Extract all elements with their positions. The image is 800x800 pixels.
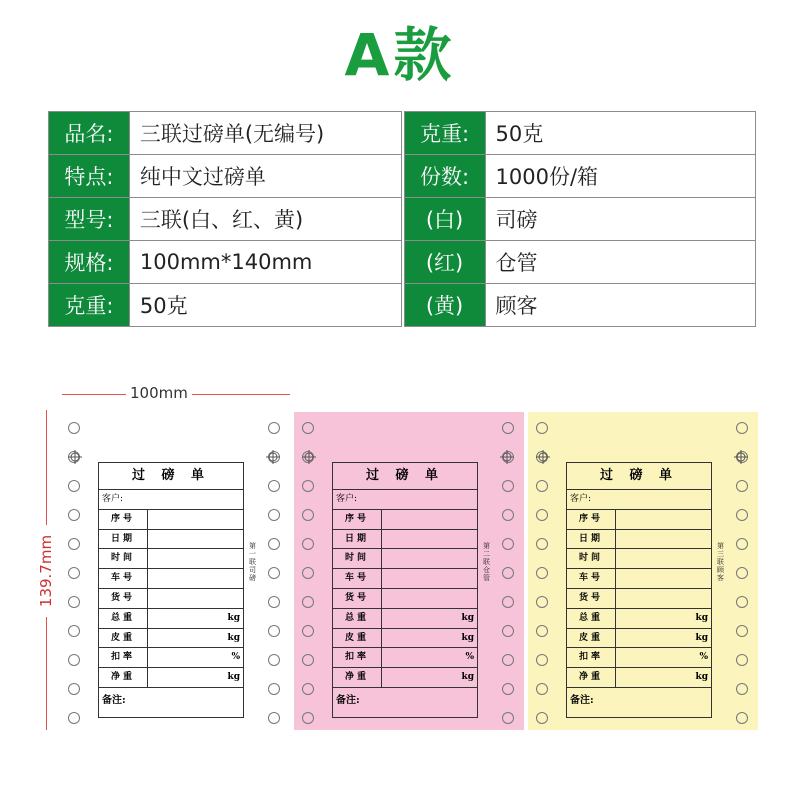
form-row-unit: % [699, 652, 708, 663]
tractor-hole [736, 480, 748, 492]
form-remarks: 备注: [336, 694, 360, 706]
spec-value: 顾客 [485, 284, 756, 327]
form-row-label: 车号 [99, 569, 148, 588]
tractor-hole [268, 712, 280, 724]
tractor-hole [268, 538, 280, 550]
form-row-label: 日期 [567, 530, 616, 549]
form-row-label: 时间 [333, 549, 382, 568]
spec-label: 克重: [49, 284, 130, 327]
form-row [567, 569, 711, 589]
form-row-label: 序号 [333, 510, 382, 529]
tractor-hole [502, 712, 514, 724]
tractor-hole [736, 509, 748, 521]
tractor-hole [536, 683, 548, 695]
spec-label: 份数: [404, 155, 485, 198]
weigh-form [98, 462, 244, 718]
form-customer: 客户: [99, 490, 243, 510]
registration-mark-icon [734, 450, 748, 464]
weigh-form [566, 462, 712, 718]
spec-label: (白) [404, 198, 485, 241]
tractor-hole [502, 567, 514, 579]
tractor-hole [736, 654, 748, 666]
spec-label: 规格: [49, 241, 130, 284]
spec-value: 司磅 [485, 198, 756, 241]
form-customer: 客户: [567, 490, 711, 510]
tractor-hole [536, 625, 548, 637]
tractor-hole [736, 596, 748, 608]
form-row-unit: kg [461, 672, 474, 683]
form-row-label: 时间 [99, 549, 148, 568]
form-row [333, 668, 477, 688]
tractor-hole [302, 509, 314, 521]
form-row [333, 510, 477, 530]
tractor-hole [268, 596, 280, 608]
spec-row [49, 155, 756, 198]
form-row [99, 668, 243, 688]
tractor-hole [736, 422, 748, 434]
tractor-hole [736, 683, 748, 695]
form-row-unit: kg [695, 632, 708, 643]
tractor-hole [302, 654, 314, 666]
tractor-hole [268, 422, 280, 434]
form-row [567, 629, 711, 649]
spec-value: 50克 [129, 284, 401, 327]
form-row [567, 648, 711, 668]
tractor-hole [268, 654, 280, 666]
registration-mark-icon [302, 450, 316, 464]
tractor-hole [502, 683, 514, 695]
form-row [99, 510, 243, 530]
tractor-hole [536, 596, 548, 608]
tractor-hole [268, 683, 280, 695]
form-row [99, 569, 243, 589]
registration-mark-icon [536, 450, 550, 464]
form-row-label: 皮重 [333, 629, 382, 648]
spec-label: 特点: [49, 155, 130, 198]
form-row [99, 530, 243, 550]
tractor-hole [736, 625, 748, 637]
tractor-hole [502, 654, 514, 666]
form-row-label: 时间 [567, 549, 616, 568]
form-row-unit: kg [695, 672, 708, 683]
form-sheet [294, 412, 524, 730]
form-row-label: 净重 [333, 668, 382, 687]
tractor-hole [68, 654, 80, 666]
tractor-hole [536, 422, 548, 434]
form-remarks: 备注: [102, 694, 126, 706]
spec-value: 三联(白、红、黄) [129, 198, 401, 241]
form-row-label: 日期 [333, 530, 382, 549]
tractor-hole [68, 538, 80, 550]
tractor-hole [302, 596, 314, 608]
width-dimension-label: 100mm [126, 384, 192, 402]
form-row [99, 629, 243, 649]
form-row-label: 扣率 [333, 648, 382, 667]
form-row-label: 货号 [567, 589, 616, 608]
form-row-label: 皮重 [567, 629, 616, 648]
tractor-hole [536, 509, 548, 521]
tractor-hole [536, 480, 548, 492]
tractor-hole [268, 567, 280, 579]
tractor-hole [536, 567, 548, 579]
tractor-hole [68, 422, 80, 434]
tractor-hole [68, 625, 80, 637]
tractor-hole [302, 567, 314, 579]
tractor-hole [502, 625, 514, 637]
tractor-hole [268, 480, 280, 492]
spec-value: 纯中文过磅单 [129, 155, 401, 198]
spec-value: 50克 [485, 112, 756, 155]
copy-label: 第三联 顾客 [717, 542, 724, 582]
tractor-hole [68, 567, 80, 579]
form-row [567, 668, 711, 688]
tractor-hole [502, 509, 514, 521]
spec-row [49, 241, 756, 284]
weigh-form [332, 462, 478, 718]
form-row-label: 净重 [99, 668, 148, 687]
registration-mark-icon [68, 450, 82, 464]
tractor-hole [302, 683, 314, 695]
form-row-unit: kg [461, 612, 474, 623]
form-row-label: 皮重 [99, 629, 148, 648]
tractor-hole [536, 538, 548, 550]
spec-value: 100mm*140mm [129, 241, 401, 284]
form-title: 过 磅 单 [99, 463, 243, 490]
width-dimension [62, 386, 290, 402]
form-row [333, 589, 477, 609]
tractor-hole [68, 683, 80, 695]
spec-table [48, 111, 756, 327]
form-row [333, 629, 477, 649]
copy-label: 第二联 仓管 [483, 542, 490, 582]
tractor-hole [736, 538, 748, 550]
tractor-hole [302, 538, 314, 550]
spec-row [49, 198, 756, 241]
spec-label: 克重: [404, 112, 485, 155]
tractor-hole [68, 712, 80, 724]
spec-label: 品名: [49, 112, 130, 155]
tractor-hole [536, 712, 548, 724]
form-row-unit: % [231, 652, 240, 663]
tractor-hole [302, 625, 314, 637]
tractor-hole [502, 538, 514, 550]
form-sheet [60, 412, 290, 730]
form-row-label: 车号 [333, 569, 382, 588]
tractor-hole [68, 596, 80, 608]
form-row [333, 549, 477, 569]
page-title: A款 [344, 21, 456, 89]
tractor-hole [268, 625, 280, 637]
form-row-unit: kg [695, 612, 708, 623]
form-row-label: 总重 [99, 609, 148, 628]
form-row-label: 扣率 [99, 648, 148, 667]
tractor-hole [502, 480, 514, 492]
form-row-label: 日期 [99, 530, 148, 549]
tractor-hole [502, 596, 514, 608]
form-title: 过 磅 单 [333, 463, 477, 490]
form-row [567, 510, 711, 530]
form-row [333, 569, 477, 589]
height-dimension [38, 410, 54, 730]
spec-row [49, 284, 756, 327]
form-row-label: 货号 [333, 589, 382, 608]
form-row [567, 549, 711, 569]
form-row-unit: kg [227, 612, 240, 623]
registration-mark-icon [266, 450, 280, 464]
form-row [99, 589, 243, 609]
form-row [333, 609, 477, 629]
form-row [333, 530, 477, 550]
spec-value: 三联过磅单(无编号) [129, 112, 401, 155]
tractor-hole [302, 422, 314, 434]
tractor-hole [536, 654, 548, 666]
tractor-hole [736, 567, 748, 579]
registration-mark-icon [500, 450, 514, 464]
tractor-hole [736, 712, 748, 724]
form-row [99, 648, 243, 668]
form-row [567, 589, 711, 609]
form-row-unit: kg [461, 632, 474, 643]
spec-value: 1000份/箱 [485, 155, 756, 198]
spec-value: 仓管 [485, 241, 756, 284]
copy-label: 第一联 司磅 [249, 542, 256, 582]
form-remarks: 备注: [570, 694, 594, 706]
tractor-hole [302, 480, 314, 492]
height-dimension-label: 139.7mm [37, 525, 55, 617]
form-sheet [528, 412, 758, 730]
form-customer: 客户: [333, 490, 477, 510]
form-row-label: 总重 [333, 609, 382, 628]
tractor-hole [302, 712, 314, 724]
form-row-unit: % [465, 652, 474, 663]
spec-label: (黄) [404, 284, 485, 327]
form-row-label: 总重 [567, 609, 616, 628]
spec-row [49, 112, 756, 155]
form-row [567, 609, 711, 629]
form-row [99, 609, 243, 629]
form-row-label: 序号 [567, 510, 616, 529]
tractor-hole [502, 422, 514, 434]
form-row-unit: kg [227, 632, 240, 643]
tractor-hole [68, 480, 80, 492]
form-row-label: 序号 [99, 510, 148, 529]
form-row-label: 货号 [99, 589, 148, 608]
tractor-hole [68, 509, 80, 521]
spec-label: (红) [404, 241, 485, 284]
spec-label: 型号: [49, 198, 130, 241]
form-row [333, 648, 477, 668]
form-row [99, 549, 243, 569]
form-title: 过 磅 单 [567, 463, 711, 490]
form-row-label: 扣率 [567, 648, 616, 667]
form-row-label: 净重 [567, 668, 616, 687]
form-row-label: 车号 [567, 569, 616, 588]
form-row-unit: kg [227, 672, 240, 683]
tractor-hole [268, 509, 280, 521]
form-row [567, 530, 711, 550]
